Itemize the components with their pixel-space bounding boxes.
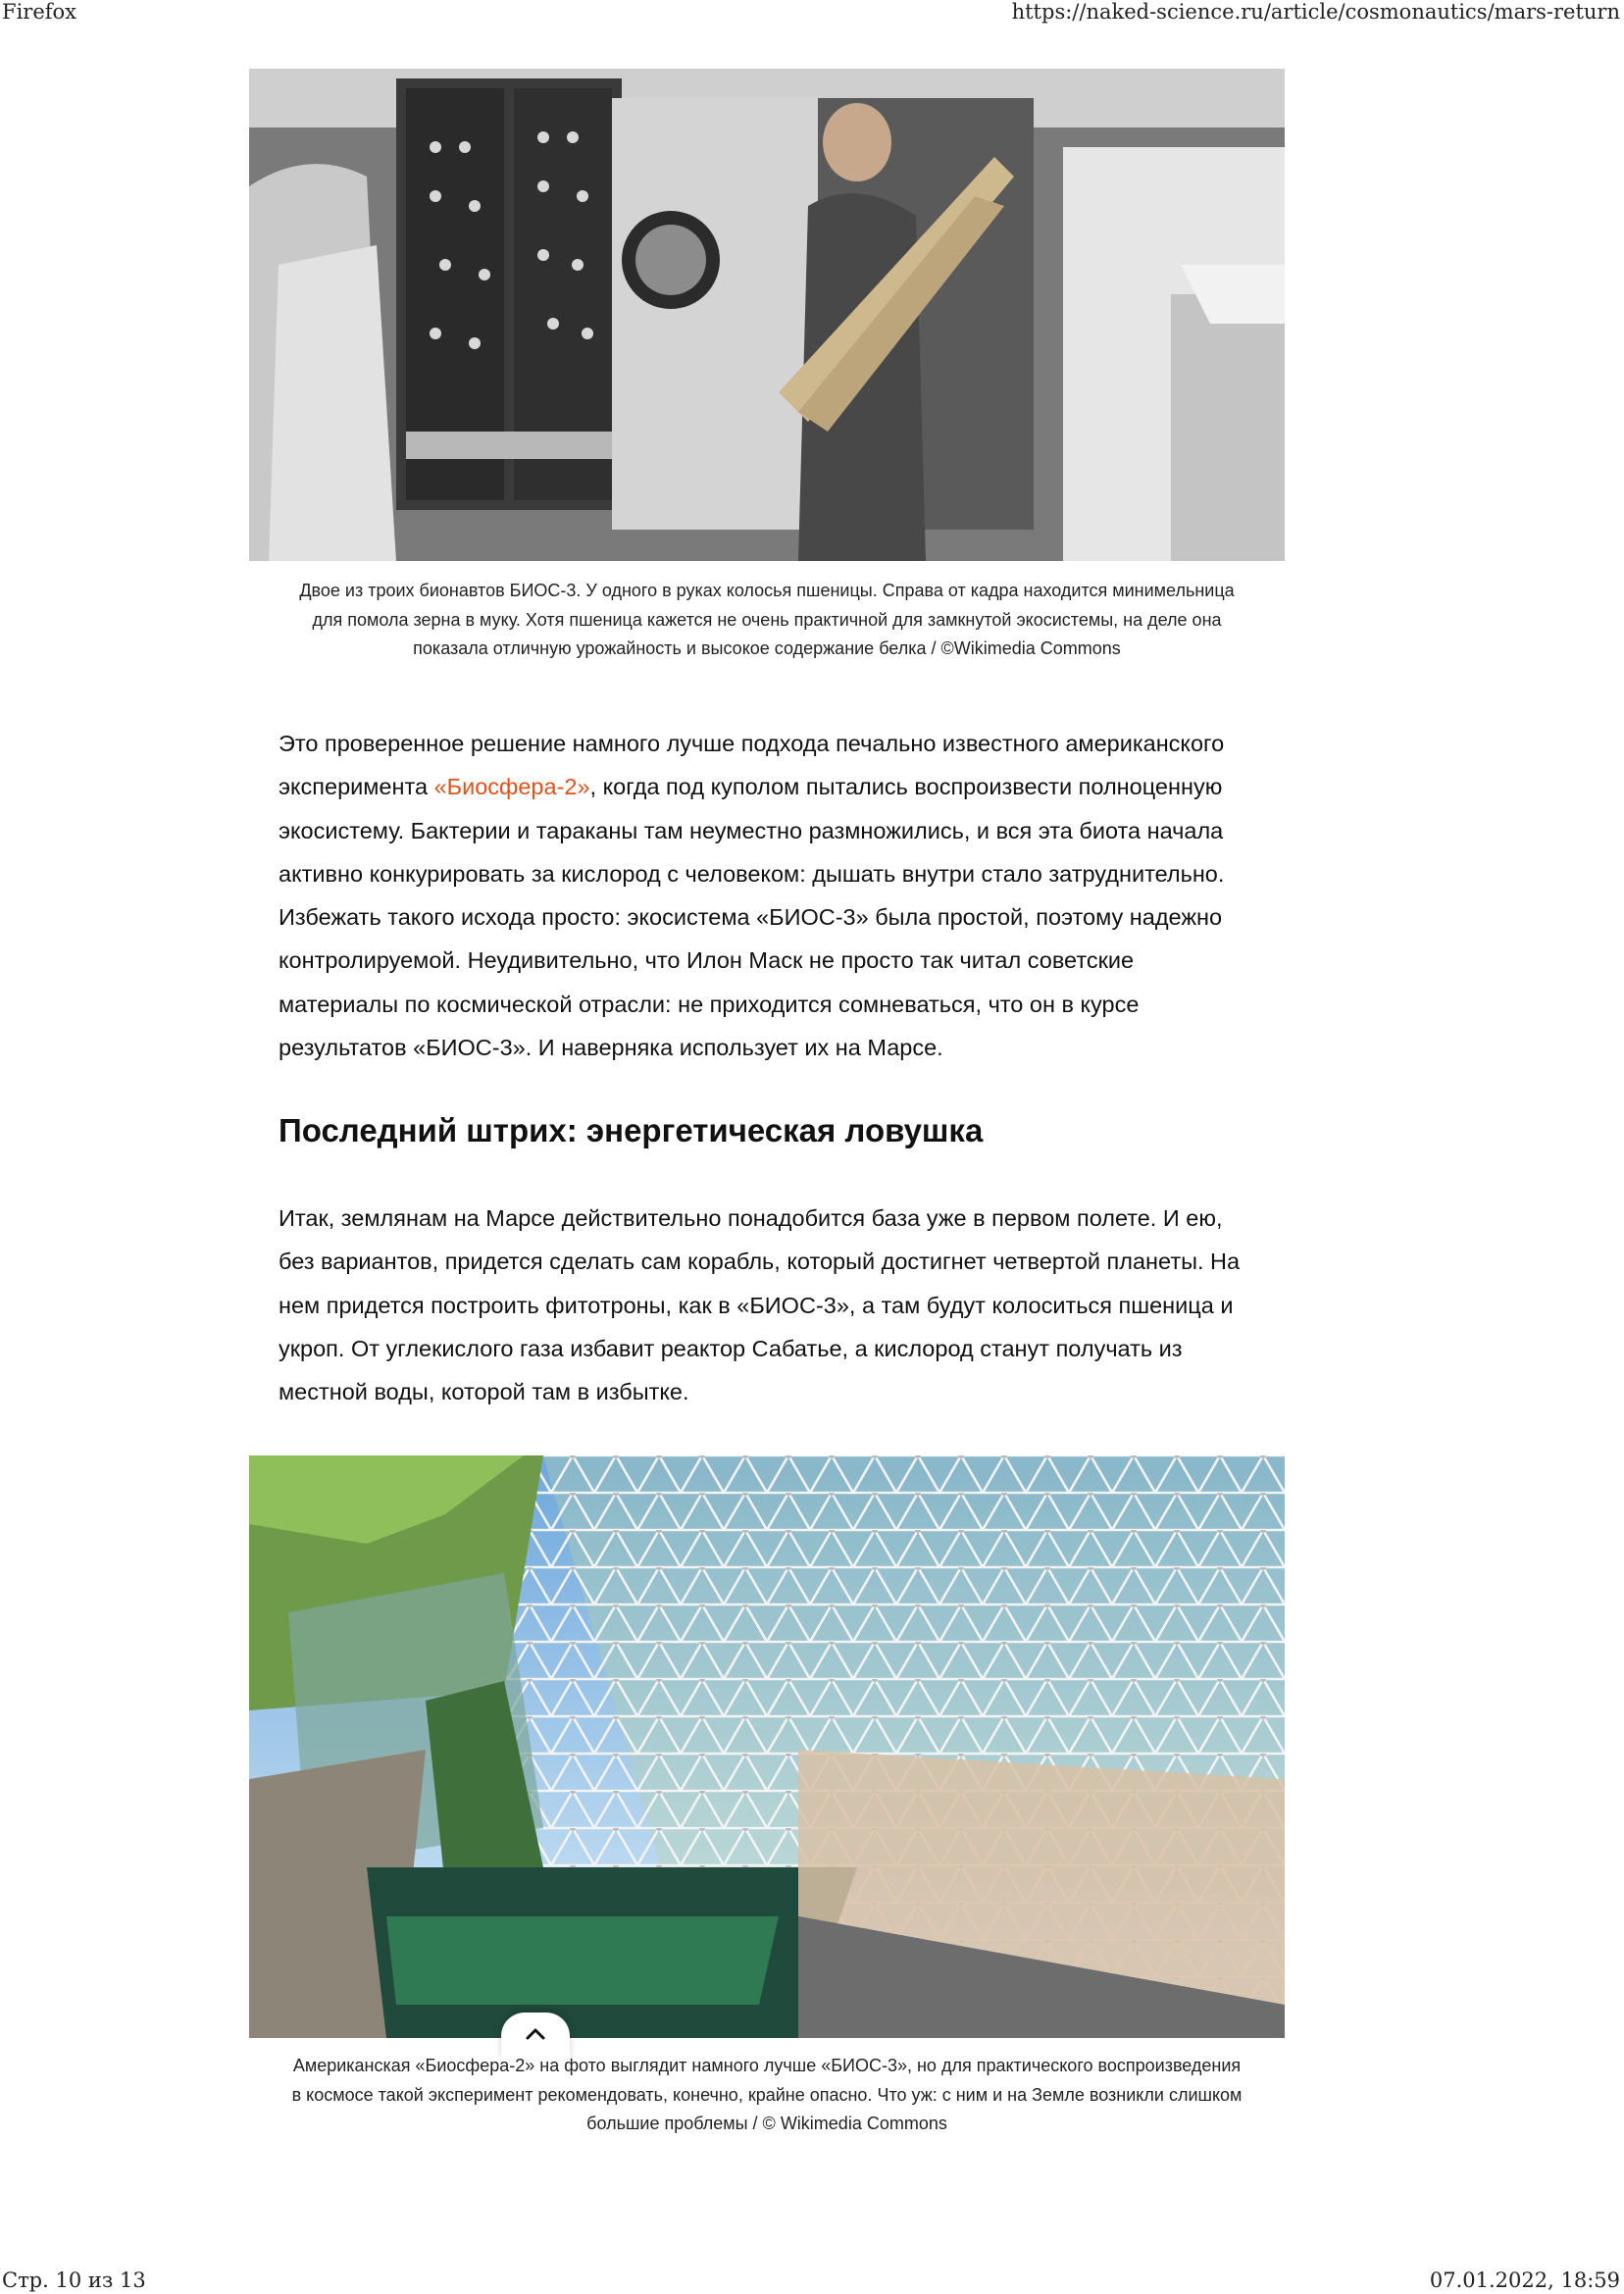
paragraph-line: экосистему. Бактерии и тараканы там неуместно размножились, и вся эта биота начала xyxy=(279,817,1224,843)
chevron-up-icon xyxy=(525,2027,546,2046)
article-paragraph-2 xyxy=(279,1197,1298,1413)
caption-line: в космосе такой эксперимент рекомендовать, конечно, крайне опасно. Что уж: с ним и на Земле возникли слишком xyxy=(291,2084,1243,2105)
paragraph-line: Это проверенное решение намного лучше подхода печально известного американского xyxy=(279,731,1225,756)
paragraph-line: результатов «БИОС-3». И наверняка использует их на Марсе. xyxy=(279,1035,943,1061)
paragraph-line: контролируемой. Неудивительно, что Илон Маск не просто так читал советские xyxy=(279,947,1135,974)
figure1-caption xyxy=(249,577,1285,664)
section-heading: Последний штрих: энергетическая ловушка xyxy=(279,1112,984,1148)
paragraph-text: эксперимента xyxy=(279,774,429,800)
paragraph-line xyxy=(279,765,1298,808)
browser-title: Firefox xyxy=(2,0,77,24)
page-url: https://naked-science.ru/article/cosmonautics/mars-return xyxy=(1011,0,1620,24)
paragraph-line: местной воды, которой там в избытке. xyxy=(279,1379,689,1405)
bios3-photo xyxy=(249,69,1285,561)
caption-line: Двое из троих бионавтов БИОС-3. У одного в руках колосья пшеницы. Справа от кадра находится минимельница xyxy=(299,581,1235,600)
paragraph-line: материалы по космической отрасли: не приходится сомневаться, что он в курсе xyxy=(279,991,1140,1017)
paragraph-line: без вариантов, придется сделать сам корабль, который достигнет четвертой планеты. На xyxy=(279,1249,1241,1275)
caption-line: Американская «Биосфера-2» на фото выглядит намного лучше «БИОС-3», но для практического воспроизведения xyxy=(292,2056,1242,2075)
paragraph-line: нем придется построить фитотроны, как в «БИОС-3», а там будут колоситься пшеница и xyxy=(279,1292,1234,1318)
figure2-caption xyxy=(249,2052,1285,2139)
caption-line: большие проблемы / © Wikimedia Commons xyxy=(586,2114,947,2133)
biosphere2-link[interactable]: «Биосфера-2» xyxy=(433,774,590,800)
paragraph-line: Итак, землянам на Марсе действительно понадобится база уже в первом полете. И ею, xyxy=(279,1205,1223,1231)
paragraph-text: , когда под куполом пытались воспроизвести полноценную xyxy=(589,774,1223,800)
paragraph-line: Избежать такого исхода просто: экосистема «БИОС-3» была простой, поэтому надежно xyxy=(279,904,1223,931)
paragraph-line: активно конкурировать за кислород с человеком: дышать внутри стало затруднительно. xyxy=(279,860,1225,887)
page-counter: Стр. 10 из 13 xyxy=(2,2269,146,2292)
caption-line: показала отличную урожайность и высокое содержание белка / ©Wikimedia Commons xyxy=(413,638,1121,658)
paragraph-line: укроп. От углекислого газа избавит реактор Сабатье, а кислород станут получать из xyxy=(279,1335,1183,1361)
print-datetime: 07.01.2022, 18:59 xyxy=(1429,2269,1620,2292)
article-paragraph-1 xyxy=(279,722,1298,1069)
caption-line: для помола зерна в муку. Хотя пшеница кажется не очень практичной для замкнутой экосистемы, на деле она xyxy=(312,609,1222,630)
biosphere2-photo xyxy=(249,1455,1285,2038)
